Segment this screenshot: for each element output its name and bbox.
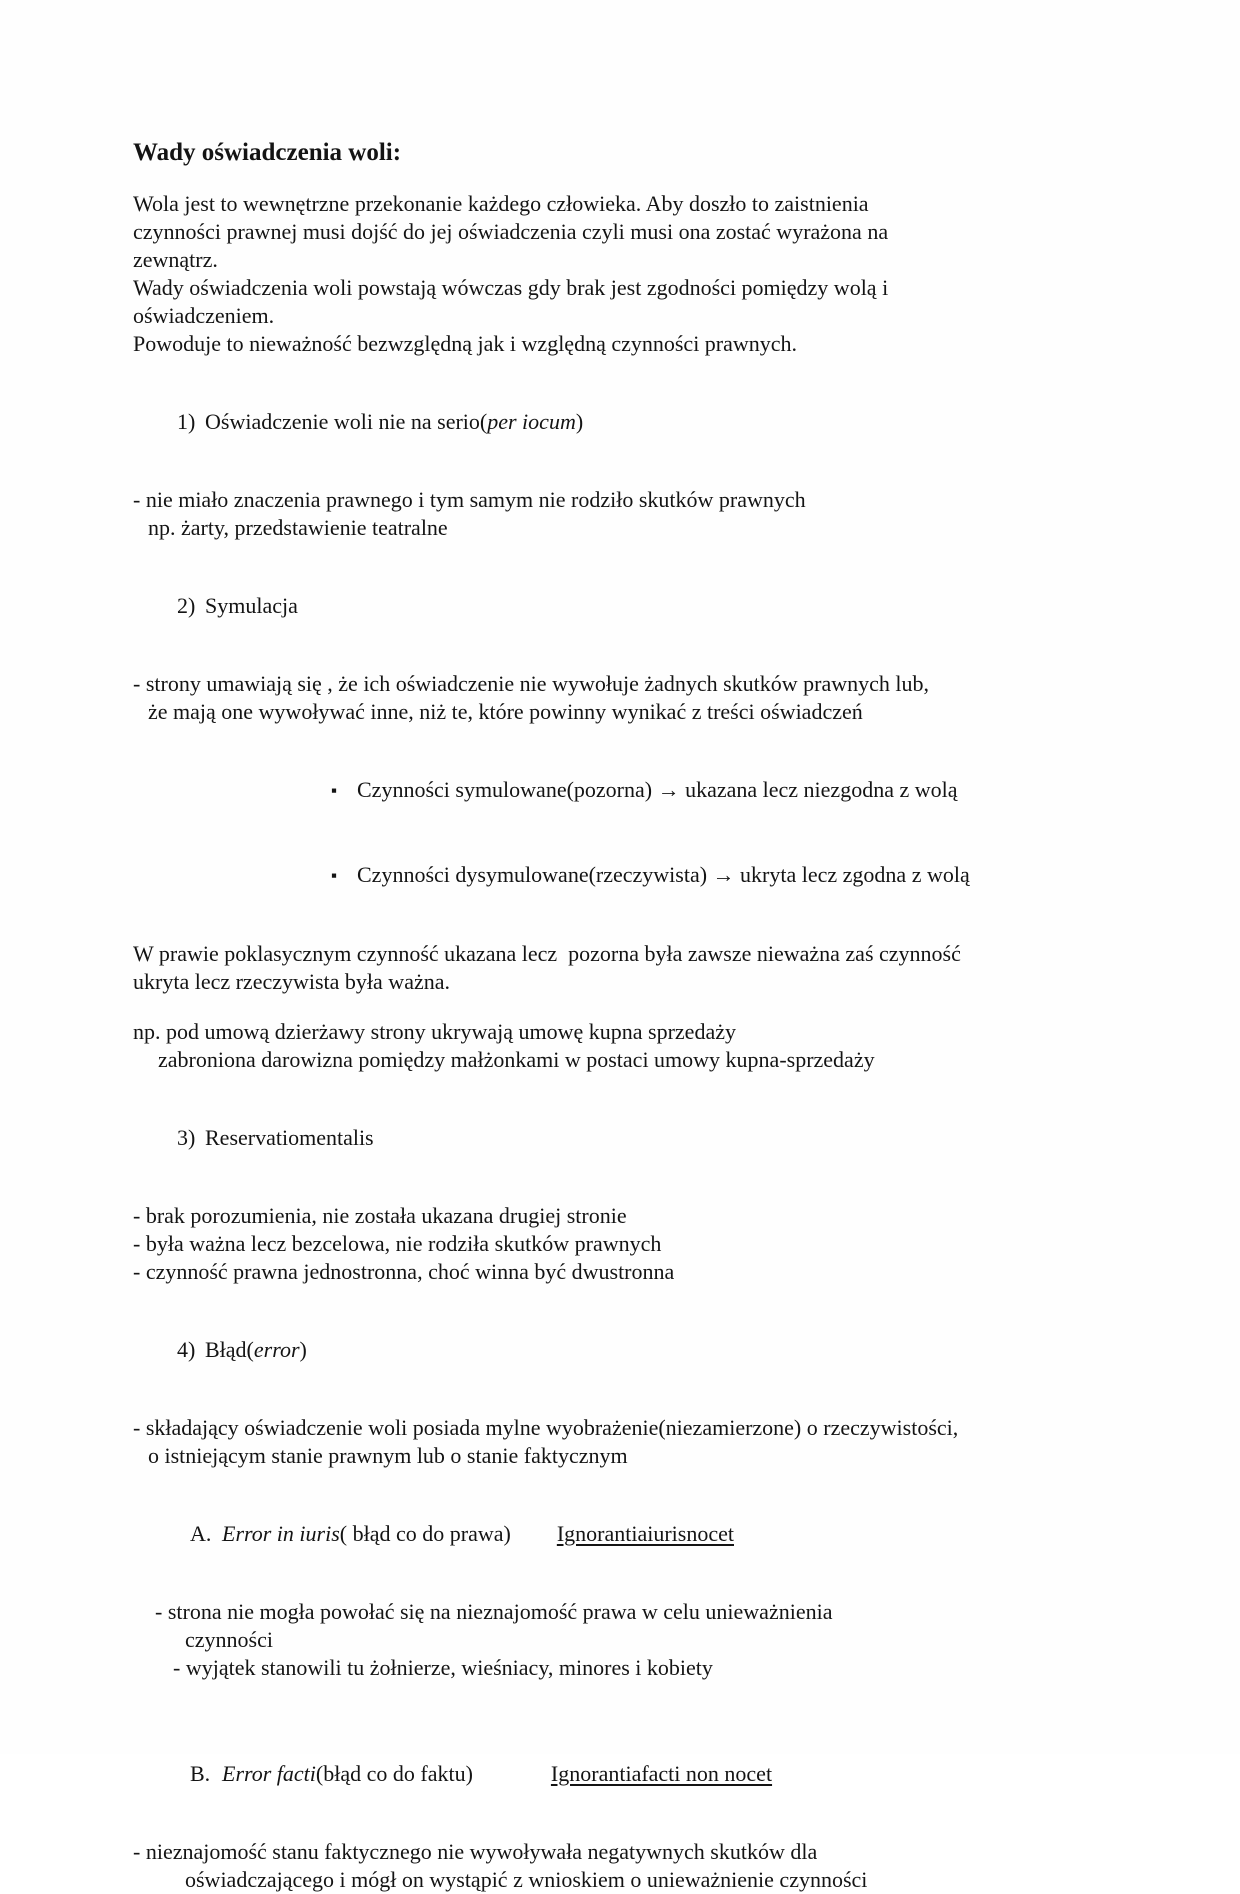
item-text: Oświadczenie woli nie na serio( xyxy=(205,409,488,434)
item-paren: ( błąd co do prawa) xyxy=(339,1521,511,1546)
bullet-item xyxy=(133,833,1170,918)
note-line: - strona nie mogła powołać się na nieznajomość prawa w celu unieważnienia xyxy=(155,1599,833,1624)
item-letter: A. xyxy=(190,1521,212,1546)
item-number: 3) xyxy=(177,1125,196,1150)
item-label: Symulacja xyxy=(205,593,298,618)
bullet-item xyxy=(133,748,1170,833)
item-text-close: ) xyxy=(575,409,584,434)
numbered-item-3 xyxy=(133,1096,1170,1180)
item-text: Błąd( xyxy=(205,1337,254,1362)
numbered-item-2 xyxy=(133,564,1170,648)
numbered-item-4 xyxy=(133,1308,1170,1392)
bullet-marker: ▪ xyxy=(331,866,338,885)
item-paren: (błąd co do faktu) xyxy=(315,1761,473,1786)
note-line: - nie miało znaczenia prawnego i tym samym nie rodziło skutków prawnych xyxy=(133,487,806,512)
item-number: 4) xyxy=(177,1337,196,1362)
legal-maxim: Ignorantiafacti non nocet xyxy=(550,1761,773,1786)
item-text-close: ) xyxy=(299,1337,307,1362)
paragraph-line: ukryta lecz rzeczywista była ważna. xyxy=(133,969,450,994)
latin-phrase: error xyxy=(253,1337,300,1362)
note-line: o istniejącym stanie prawnym lub o stanie faktycznym xyxy=(148,1443,628,1468)
note-line: - brak porozumienia, nie została ukazana drugiej stronie xyxy=(133,1203,627,1228)
paragraph-line: W prawie poklasycznym czynność ukazana lecz pozorna była zawsze nieważna zaś czynność xyxy=(133,941,961,966)
intro-line: czynności prawnej musi dojść do jej oświadczenia czyli musi ona zostać wyrażona na xyxy=(133,219,889,244)
postclassical-paragraph xyxy=(133,940,1170,996)
intro-line: Powoduje to nieważność bezwzględną jak i względną czynności prawnych. xyxy=(133,331,798,356)
intro-paragraph xyxy=(133,190,1170,358)
page-title: Wady oświadczenia woli: xyxy=(133,139,402,166)
lettered-item-b xyxy=(133,1732,1170,1816)
bullet-text: Czynności symulowane(pozorna) → ukazana lecz niezgodna z wolą xyxy=(357,777,958,802)
note-line: - nieznajomość stanu faktycznego nie wywoływała negatywnych skutków dla xyxy=(133,1839,818,1864)
note-line: - była ważna lecz bezcelowa, nie rodziła skutków prawnych xyxy=(133,1231,662,1256)
bullet-marker: ▪ xyxy=(331,781,338,800)
note-line: - strony umawiają się , że ich oświadczenie nie wywołuje żadnych skutków prawnych lub, xyxy=(133,671,930,696)
item-number: 2) xyxy=(177,593,196,618)
example-paragraph xyxy=(133,1018,1170,1074)
item-a-notes xyxy=(133,1598,1170,1682)
item-4-notes xyxy=(133,1414,1170,1470)
example-line: np. pod umową dzierżawy strony ukrywają umowę kupna sprzedaży xyxy=(133,1019,736,1044)
item-label: Reservatiomentalis xyxy=(205,1125,374,1150)
latin-phrase: Error facti xyxy=(222,1761,316,1786)
item-b-notes xyxy=(133,1838,1170,1894)
note-line: że mają one wywoływać inne, niż te, które powinny wynikać z treści oświadczeń xyxy=(148,699,863,724)
item-1-notes xyxy=(133,486,1170,542)
intro-line: oświadczeniem. xyxy=(133,303,275,328)
bullet-text: Czynności dysymulowane(rzeczywista) → ukryta lecz zgodna z wolą xyxy=(357,862,970,887)
lettered-item-a xyxy=(133,1492,1170,1576)
bullet-list xyxy=(133,748,1170,918)
item-number: 1) xyxy=(177,409,196,434)
note-line: czynności xyxy=(185,1627,273,1652)
item-3-notes xyxy=(133,1202,1170,1286)
example-line: zabroniona darowizna pomiędzy małżonkami w postaci umowy kupna-sprzedaży xyxy=(158,1047,875,1072)
note-line: - czynność prawna jednostronna, choć winna być dwustronna xyxy=(133,1259,675,1284)
numbered-item-1 xyxy=(133,380,1170,464)
item-letter: B. xyxy=(190,1761,211,1786)
intro-line: zewnątrz. xyxy=(133,247,218,272)
note-line: oświadczającego i mógł on wystąpić z wnioskiem o unieważnienie czynności xyxy=(185,1867,868,1892)
note-line: np. żarty, przedstawienie teatralne xyxy=(148,515,448,540)
note-line: - wyjątek stanowili tu żołnierze, wieśniacy, minores i kobiety xyxy=(173,1655,713,1680)
intro-line: Wady oświadczenia woli powstają wówczas gdy brak jest zgodności pomiędzy wolą i xyxy=(133,275,889,300)
item-2-notes xyxy=(133,670,1170,726)
latin-phrase: per iocum xyxy=(487,409,576,434)
legal-maxim: Ignorantiaiurisnocet xyxy=(556,1521,734,1546)
note-line: - składający oświadczenie woli posiada mylne wyobrażenie(niezamierzone) o rzeczywistości, xyxy=(133,1415,959,1440)
latin-phrase: Error in iuris xyxy=(222,1521,340,1546)
intro-line: Wola jest to wewnętrzne przekonanie każdego człowieka. Aby doszło to zaistnienia xyxy=(133,191,869,216)
